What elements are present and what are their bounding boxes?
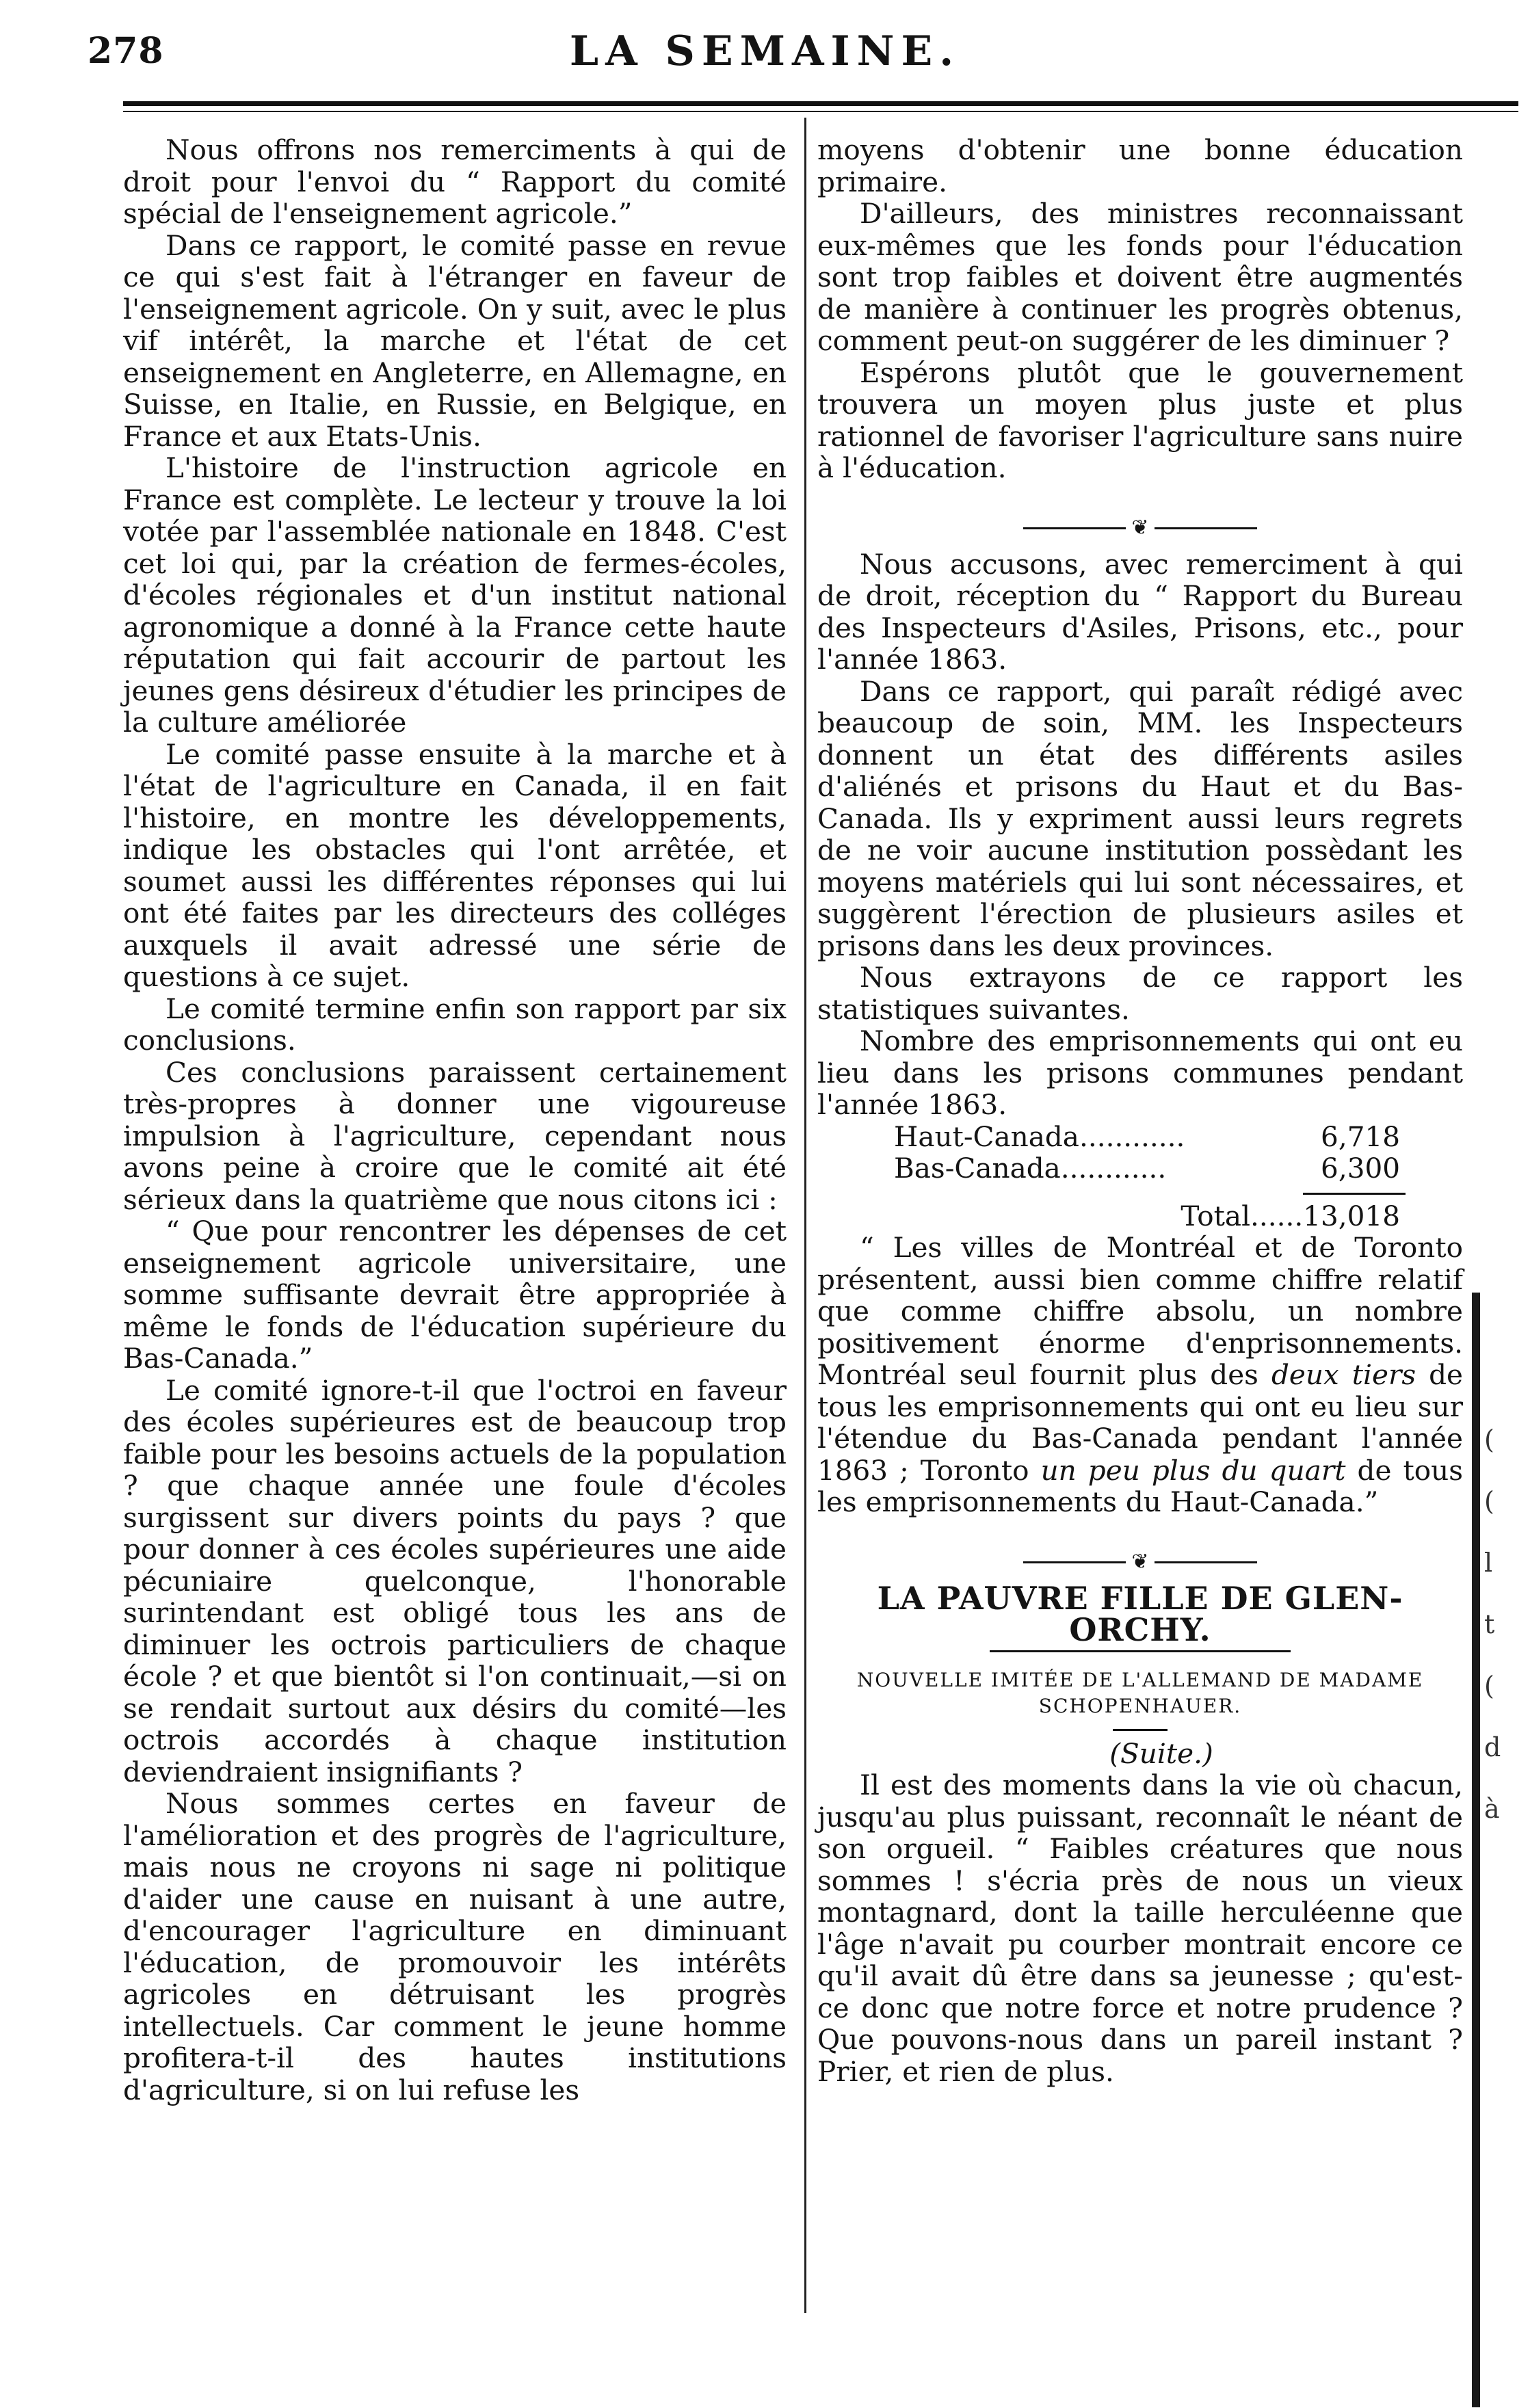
edge-fragment: ( <box>1484 1671 1494 1701</box>
paragraph: Nombre des emprisonnements qui ont eu lieu dans les prisons communes pendant l'année 1863. <box>817 1024 1463 1121</box>
column-divider <box>804 118 806 2313</box>
quote-text: de tous les emprisonnements du Haut-Canada.” <box>817 1453 1463 1518</box>
statistic-value: 6,300 <box>1321 1152 1400 1185</box>
paragraph: Le comité passe ensuite à la marche et à l'état de l'agriculture en Canada, il en fait l'histoire, en montre les développements, indique les obstacles qui l'ont arrêtée, et soumet aussi les différentes réponses qui lui ont été faites par les directeurs des colléges auxquels il avait adressé une série de questions à ce sujet. <box>123 737 787 993</box>
edge-fragment: l <box>1484 1548 1493 1578</box>
edge-fragment: d <box>1484 1732 1501 1762</box>
story-title: LA PAUVRE FILLE DE GLEN-ORCHY. <box>877 1579 1403 1648</box>
statistic-label: Bas-Canada............ <box>894 1152 1167 1185</box>
paragraph: L'histoire de l'instruction agricole en France est complète. Le lecteur y trouve la loi votée par l'assemblée nationale en 1848. C'est cet loi qui, par la création de fermes-écoles, d'écoles régionales et d'un institut national agronomique a donné à la France cette haute réputation qui fait accourir de partout les jeunes gens désireux d'étudier les principes de la culture améliorée <box>123 451 787 739</box>
adjacent-page-fragments <box>1484 1409 1512 1840</box>
quoted-conclusion: “ Que pour rencontrer les dépenses de cet enseignement agricole universitaire, une somme suffisante devrait être appropriée à même le fonds de l'éducation supérieure du Bas-Canada.” <box>123 1215 787 1375</box>
header-rule-thin <box>123 111 1518 112</box>
edge-fragment: t <box>1484 1609 1495 1639</box>
quote-text: “ Les villes de Montréal et de Toronto présentent, aussi bien comme chiffre relatif que comme chiffre absolu, un nombre positivement énorme d'enprisonnements. Montréal seul fournit plus des <box>817 1231 1463 1391</box>
statistic-label: Haut-Canada............ <box>894 1120 1185 1153</box>
statistic-row <box>894 1121 1400 1153</box>
paragraph: Nous accusons, avec remerciment à qui de droit, réception du “ Rapport du Bureau des Inspecteurs d'Asiles, Prisons, etc., pour l'année 1863. <box>817 547 1463 676</box>
section-ornament <box>817 510 1463 540</box>
story-paragraph: Il est des moments dans la vie où chacun, jusqu'au plus puissant, reconnaît le néant de son orgueil. “ Faibles créatures que nous sommes ! s'écria près de nous un vieux montagnard, dont la taille herculéenne que l'âge n'avait pu courber montrait encore ce qu'il avait dû être dans sa jeunesse ; qu'est-ce donc que notre force et notre prudence ? Que pouvons-nous dans un pareil instant ? Prier, et rien de plus. <box>817 1769 1463 2088</box>
title-rule <box>990 1650 1291 1652</box>
running-title: LA SEMAINE. <box>569 27 961 75</box>
page-number: 278 <box>88 30 164 72</box>
section-ornament <box>817 1544 1463 1574</box>
total-rule <box>1303 1193 1406 1195</box>
continuation-marker: (Suite.) <box>1109 1736 1213 1770</box>
short-rule <box>1113 1729 1168 1731</box>
quote-text: de tous les emprisonnements qui ont eu lieu sur l'étendue du Bas-Canada pendant l'année 1863 ; Toronto <box>817 1358 1463 1487</box>
paragraph: Nous offrons nos remerciments à qui de droit pour l'envoi du “ Rapport du comité spécial de l'enseignement agricole.” <box>123 133 787 230</box>
story-subtitle: NOUVELLE IMITÉE DE L'ALLEMAND DE MADAME SCHOPENHAUER. <box>856 1668 1424 1717</box>
edge-fragment: ( <box>1484 1425 1494 1455</box>
ornament-rule <box>1052 1561 1257 1563</box>
statistic-row <box>894 1152 1400 1185</box>
fleuron-icon: ❦ <box>1126 1555 1154 1569</box>
paragraph: D'ailleurs, des ministres reconnaissant eux-mêmes que les fonds pour l'éducation sont trop faibles et doivent être augmentés de manière à continuer les progrès obtenus, comment peut-on suggérer de les diminuer ? <box>817 197 1463 357</box>
edge-fragment: ( <box>1484 1486 1494 1516</box>
paragraph: Dans ce rapport, le comité passe en revue ce qui s'est fait à l'étranger en faveur de l'enseignement agricole. On y suit, avec le plus vif intérêt, la marche et l'état de cet enseignement en Angleterre, en Allemagne, en Suisse, en Italie, en Russie, en Belgique, en France et aux Etats-Unis. <box>123 228 787 453</box>
right-column <box>817 134 1463 2087</box>
statistic-value: 6,718 <box>1321 1120 1400 1153</box>
header-rule-thick <box>123 101 1518 106</box>
paragraph: Dans ce rapport, qui paraît rédigé avec beaucoup de soin, MM. les Inspecteurs donnent un état des différents asiles d'aliénés et prisons du Haut et du Bas-Canada. Ils y expriment aussi leurs regrets de ne voir aucune institution possèdant les moyens matériels qui lui sont nécessaires, et suggèrent l'érection de plusieurs asiles et prisons dans les deux provinces. <box>817 674 1463 962</box>
quote-paragraph <box>817 1232 1463 1518</box>
paragraph: Nous sommes certes en faveur de l'amélioration et des progrès de l'agriculture, mais nous ne croyons ni sage ni politique d'aider une cause en nuisant à une autre, d'encourager l'agriculture en diminuant l'éducation, de promouvoir les intérêts agricoles en détruisant les progrès intellectuels. Car comment le jeune homme profitera-t-il des hautes institutions d'agriculture, si on lui refuse les <box>123 1787 787 2106</box>
ornament-rule <box>1052 527 1257 529</box>
paragraph: Le comité termine enfin son rapport par six conclusions. <box>123 992 787 1057</box>
continued-paragraph: moyens d'obtenir une bonne éducation primaire. <box>817 133 1463 198</box>
left-column <box>123 134 787 2106</box>
statistic-total: Total......13,018 <box>1181 1199 1400 1232</box>
quote-emphasis: un peu plus du quart <box>1040 1453 1346 1487</box>
quote-emphasis: deux tiers <box>1271 1358 1416 1391</box>
paragraph: Espérons plutôt que le gouvernement trouvera un moyen plus juste et plus rationnel de favoriser l'agriculture sans nuire à l'éducation. <box>817 356 1463 484</box>
edge-fragment: à <box>1484 1794 1500 1824</box>
fleuron-icon: ❦ <box>1126 521 1154 535</box>
paragraph: Le comité ignore-t-il que l'octroi en faveur des écoles supérieures est de beaucoup trop faible pour les besoins actuels de la population ? que chaque année une foule d'écoles surgissent sur divers points du pays ? que pour donner à ces écoles supérieures une aide pécuniaire quelconque, l'honorable surintendant est obligé tous les ans de diminuer les octrois particuliers de chaque école ? et que bientôt si l'on continuait,—si on se rendait surtout aux désirs du comité—les octrois accordés à chaque institution deviendraient insignifiants ? <box>123 1373 787 1788</box>
page-edge-shadow <box>1472 1293 1480 2407</box>
paragraph: Ces conclusions paraissent certainement très-propres à donner une vigoureuse impulsion à l'agriculture, cependant nous avons peine à croire que le comité ait été sérieux dans la quatrième que nous citons ici : <box>123 1055 787 1216</box>
paragraph: Nous extrayons de ce rapport les statistiques suivantes. <box>817 961 1463 1026</box>
